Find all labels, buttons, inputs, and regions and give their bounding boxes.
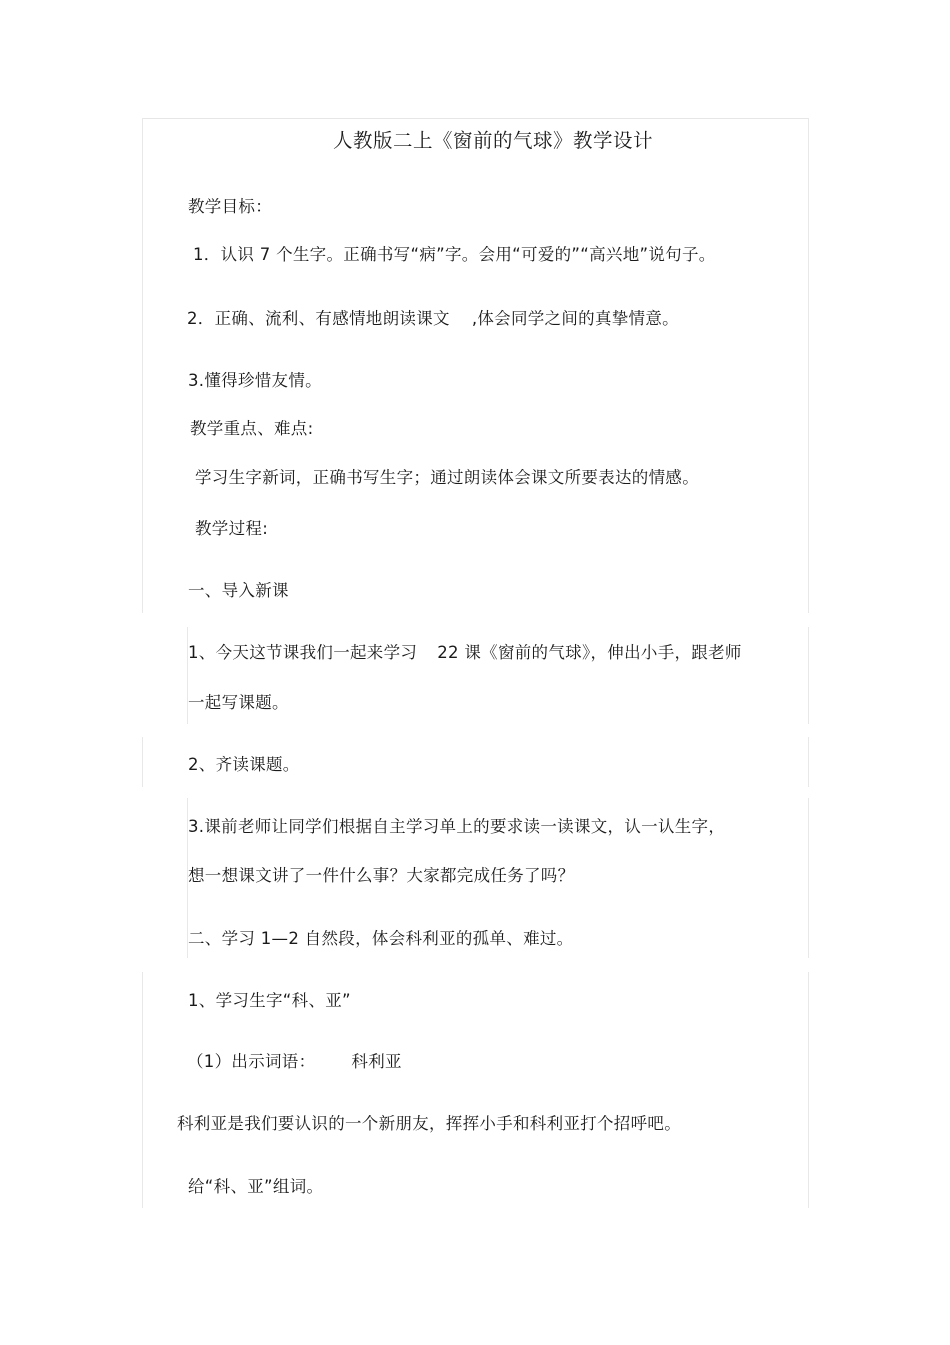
frame-line-left [142, 118, 143, 613]
objective-text: 2．正确、流利、有感情地朗读课文 [187, 309, 450, 328]
objective-item: 1．认识 7 个生字。正确书写“病”字。会用“可爱的”“高兴地”说句子。 [193, 245, 716, 264]
body-text: 科利亚是我们要认识的一个新朋友，挥挥小手和科利亚打个招呼吧。 [177, 1114, 681, 1133]
step-text: 22 课《窗前的气球》，伸出小手，跟老师 [437, 643, 742, 662]
objective-item: 3.懂得珍惜友情。 [188, 371, 322, 390]
key-points-text: 学习生字新词，正确书写生字；通过朗读体会课文所要表达的情感。 [195, 468, 699, 487]
step-item-continued: 想一想课文讲了一件什么事？大家都完成任务了吗？ [188, 866, 575, 885]
step-item-continued: 一起写课题。 [188, 693, 289, 712]
frame-line-left [142, 972, 143, 1208]
step-item: 1、学习生字“科、亚” [188, 991, 351, 1010]
frame-line-right [808, 627, 809, 724]
objective-item [187, 308, 679, 330]
step-item [187, 1051, 402, 1073]
step-text: 1、今天这节课我们一起来学习 [188, 643, 418, 662]
frame-line-right [808, 798, 809, 958]
frame-line-right [808, 118, 809, 613]
body-text: 给“科、亚”组词。 [188, 1177, 324, 1196]
step-text: 科利亚 [351, 1052, 402, 1071]
step-text: （1）出示词语： [187, 1052, 316, 1071]
frame-line-left [142, 737, 143, 787]
process-heading: 教学过程: [195, 519, 269, 538]
section-heading: 二、学习 1—2 自然段，体会科利亚的孤单、难过。 [188, 929, 574, 948]
frame-line-right [808, 737, 809, 787]
objective-text: ,体会同学之间的真挚情意。 [471, 309, 679, 328]
step-item: 2、齐读课题。 [188, 755, 300, 774]
step-item [188, 642, 742, 664]
page-title: 人教版二上《窗前的气球》教学设计 [333, 129, 654, 152]
step-item: 3.课前老师让同学们根据自主学习单上的要求读一读课文，认一认生字， [188, 817, 726, 836]
objectives-heading: 教学目标： [188, 197, 272, 216]
section-heading: 一、导入新课 [188, 581, 289, 600]
key-points-heading: 教学重点、难点: [190, 419, 314, 438]
frame-line-right [808, 972, 809, 1208]
